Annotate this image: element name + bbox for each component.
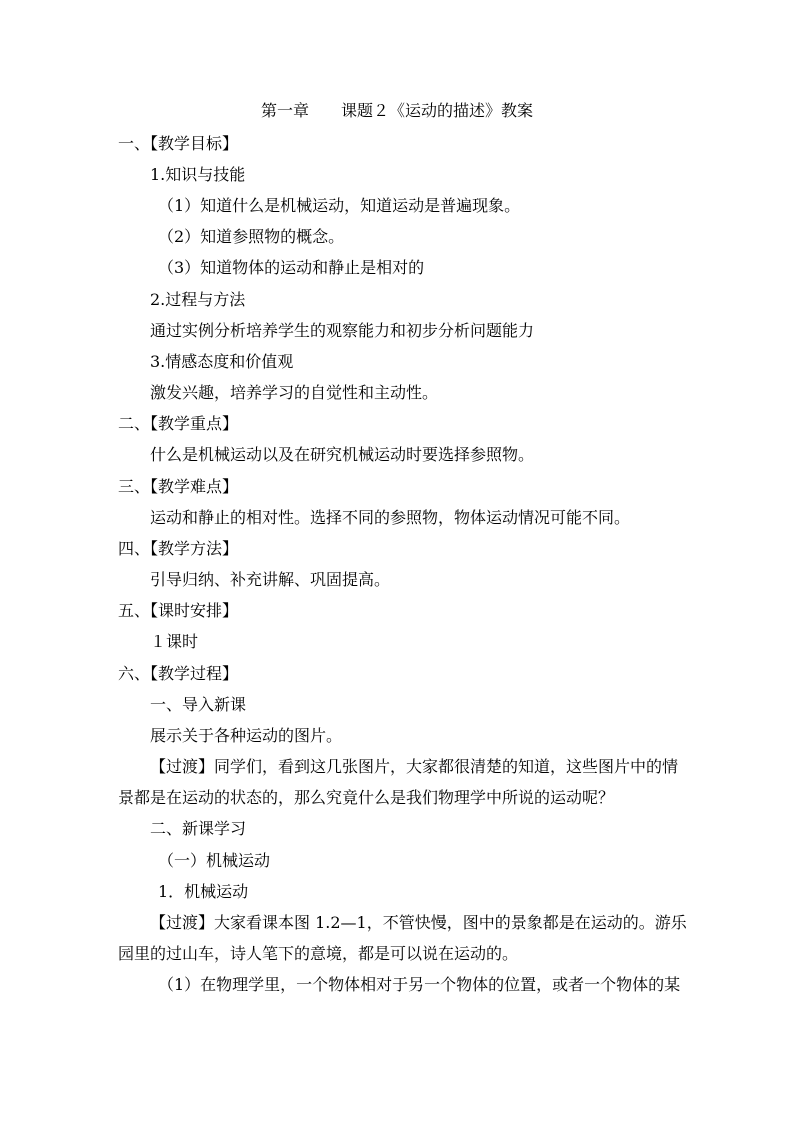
section-heading-objectives: 一、【教学目标】: [118, 134, 239, 153]
subheading-numbered: 1．机械运动: [158, 882, 249, 901]
subheading-new-lesson: 二、新课学习: [150, 819, 247, 838]
subheading-intro: 一、导入新课: [150, 695, 247, 714]
page-title: 第一章 课题２《运动的描述》教案: [260, 101, 533, 120]
section-heading-schedule: 五、【课时安排】: [118, 601, 239, 620]
section-heading-process: 六、【教学过程】: [118, 664, 239, 683]
paragraph: 景都是在运动的状态的，那么究竟什么是我们物理学中所说的运动呢？: [118, 788, 615, 807]
objective-item: （2）知道参照物的概念。: [158, 227, 345, 246]
objective-item: （3）知道物体的运动和静止是相对的: [158, 258, 425, 277]
section-heading-methods: 四、【教学方法】: [118, 539, 239, 558]
paragraph: 园里的过山车，诗人笔下的意境，都是可以说在运动的。: [118, 944, 519, 963]
subheading-process: 2.过程与方法: [150, 290, 246, 309]
paragraph: １课时: [150, 632, 199, 651]
paragraph: 展示关于各种运动的图片。: [150, 726, 343, 745]
paragraph: 什么是机械运动以及在研究机械运动时要选择参照物。: [150, 445, 535, 464]
subheading-knowledge: 1.知识与技能: [150, 165, 246, 184]
paragraph: 运动和静止的相对性。选择不同的参照物，物体运动情况可能不同。: [150, 508, 631, 527]
paragraph: 【过渡】大家看课本图 1.2—1，不管快慢，图中的景象都是在运动的。游乐: [150, 913, 687, 932]
paragraph: 引导归纳、补充讲解、巩固提高。: [150, 570, 391, 589]
subheading-mechanical-motion: （一）机械运动: [158, 851, 271, 870]
subheading-attitude: 3.情感态度和价值观: [150, 352, 294, 371]
paragraph: （1）在物理学里，一个物体相对于另一个物体的位置，或者一个物体的某: [158, 975, 681, 994]
section-heading-difficulties: 三、【教学难点】: [118, 477, 239, 496]
paragraph: 通过实例分析培养学生的观察能力和初步分析问题能力: [150, 321, 535, 340]
paragraph: 激发兴趣，培养学习的自觉性和主动性。: [150, 383, 439, 402]
section-heading-key-points: 二、【教学重点】: [118, 414, 239, 433]
objective-item: （1）知道什么是机械运动，知道运动是普遍现象。: [158, 196, 521, 215]
paragraph: 【过渡】同学们，看到这几张图片，大家都很清楚的知道，这些图片中的情: [150, 757, 679, 776]
